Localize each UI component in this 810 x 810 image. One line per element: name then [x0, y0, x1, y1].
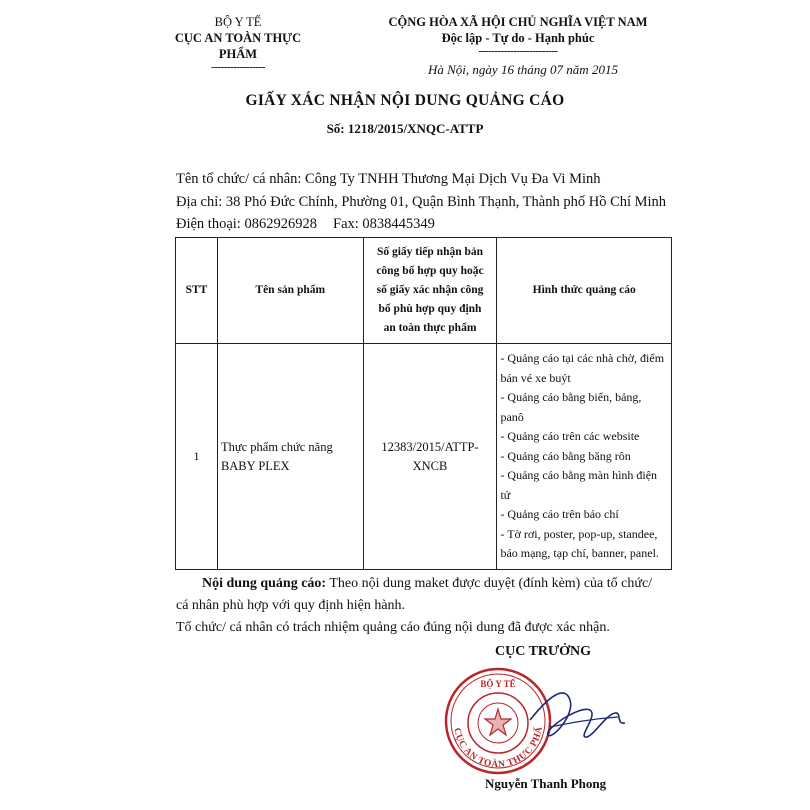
seal-icon: [440, 665, 650, 780]
cell-product: [217, 344, 363, 570]
header-cert-line: số giấy xác nhận công: [376, 284, 484, 296]
header-stt: STT: [176, 238, 218, 344]
product-table: [175, 237, 672, 570]
seal-top-text: BỘ Y TẾ: [480, 679, 516, 689]
header-cert-line: an toàn thực phẩm: [383, 322, 477, 334]
official-seal: [440, 665, 650, 780]
table-header-row: [176, 238, 672, 344]
content-line-1: [202, 573, 652, 595]
header-certificate: [363, 238, 497, 344]
ad-form-item: - Quảng cáo bằng biển, bảng,: [500, 390, 642, 405]
ad-form-item: tử: [500, 487, 511, 502]
signer-title: CỤC TRƯỞNG: [495, 644, 592, 659]
national-motto: Độc lập - Tự do - Hạnh phúc: [441, 31, 595, 45]
ad-form-item: panô: [500, 409, 524, 424]
header-cert-line: bố phù hợp quy định: [378, 303, 482, 315]
header-ad-form: Hình thức quảng cáo: [497, 238, 672, 344]
ad-form-item: - Quảng cáo tại các nhà chờ, điểm: [500, 351, 665, 366]
cell-certificate: [363, 344, 497, 570]
responsibility-note: Tổ chức/ cá nhân có trách nhiệm quảng cáo đúng nội dung đã được xác nhận.: [176, 620, 610, 635]
country-name: CỘNG HÒA XÃ HỘI CHỦ NGHĨA VIỆT NAM: [388, 15, 648, 29]
agency-name: CỤC AN TOÀN THỰC PHẨM: [174, 31, 302, 61]
cert-line: 12383/2015/ATTP-: [381, 439, 479, 454]
issuer-block: [168, 14, 308, 72]
ad-form-item: - Quảng cáo bằng băng rôn: [500, 448, 631, 463]
product-line: Thực phẩm chức năng: [220, 439, 333, 454]
cell-stt: 1: [176, 344, 218, 570]
ad-form-item: báo mạng, tạp chí, banner, panel.: [500, 546, 659, 561]
ad-form-item: - Quảng cáo trên báo chí: [500, 507, 619, 522]
content-label: Nội dung quảng cáo:: [202, 576, 327, 591]
content-line-2: cá nhân phù hợp với quy định hiện hành.: [176, 598, 406, 613]
header-cert-line: Số giấy tiếp nhận bản: [376, 246, 484, 258]
applicant-name: Tên tổ chức/ cá nhân: Công Ty TNHH Thương Mại Dịch Vụ Đa Vi Minh: [176, 171, 601, 187]
motto-rule: -------------------------: [478, 45, 558, 57]
cell-ad-forms: [497, 344, 672, 570]
applicant-fax: Fax: 0838445349: [333, 216, 435, 232]
signer-name: Nguyễn Thanh Phong: [485, 776, 607, 791]
seal-ring-path-text: CỤC AN TOÀN THỰC PHẨ: [451, 725, 545, 771]
document-title: GIẤY XÁC NHẬN NỘI DUNG QUẢNG CÁO: [245, 92, 565, 109]
ad-form-item: bán vé xe buýt: [500, 370, 571, 385]
ad-form-item: - Tờ rơi, poster, pop-up, standee,: [500, 526, 658, 541]
cert-line: XNCB: [412, 458, 448, 473]
document-number: Số: 1218/2015/XNQC-ATTP: [326, 121, 484, 136]
ad-form-item: - Quảng cáo trên các website: [500, 429, 640, 444]
applicant-address: Địa chỉ: 38 Phó Đức Chính, Phường 01, Quận Bình Thạnh, Thành phố Hồ Chí Minh: [176, 194, 667, 210]
ad-form-item: - Quảng cáo bằng màn hình điện: [500, 468, 658, 483]
header-product: Tên sản phẩm: [217, 238, 363, 344]
product-line: BABY PLEX: [220, 458, 290, 473]
header-cert-line: công bố hợp quy hoặc: [376, 265, 484, 277]
applicant-phone: Điện thoại: 0862926928: [176, 216, 317, 232]
ministry-name: BỘ Y TẾ: [214, 15, 262, 29]
table-row: [176, 344, 672, 570]
national-heading: [368, 14, 668, 56]
issue-date: Hà Nội, ngày 16 tháng 07 năm 2015: [428, 62, 618, 77]
agency-rule: -----------------: [211, 61, 265, 73]
content-text: Theo nội dung maket được duyệt (đính kèm) của tổ chức/: [326, 576, 653, 591]
